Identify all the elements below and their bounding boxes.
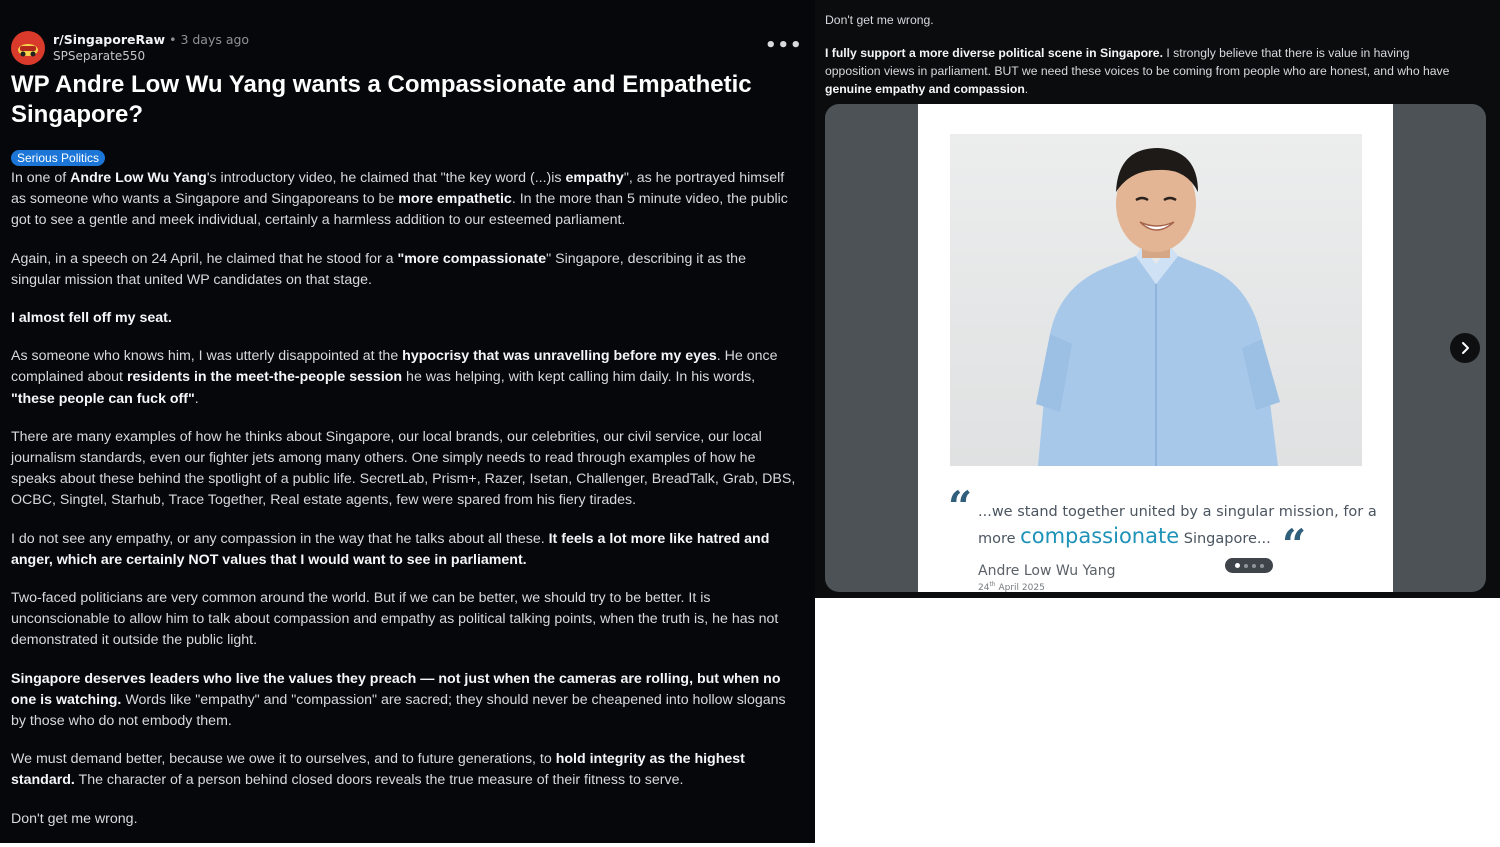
text: .	[1024, 82, 1029, 96]
quote-part: Singapore...	[1179, 531, 1271, 547]
text: The character of a person behind closed doors reveals the true measure of their fitness to serve.	[74, 772, 684, 789]
date-day: 24	[978, 583, 990, 592]
quote-date	[978, 581, 1045, 592]
bold-text: more empathetic	[398, 191, 512, 208]
post-author[interactable]: SPSeparate550	[53, 49, 146, 63]
blank-area	[815, 598, 1500, 843]
gallery-pagination[interactable]	[1225, 558, 1273, 573]
bold-text: "these people can fuck off"	[11, 390, 195, 407]
paragraph	[11, 588, 796, 652]
gallery-next-button[interactable]	[1450, 333, 1480, 363]
paragraph	[11, 308, 796, 329]
text: Again, in a speech on 24 April, he claimed that he stood for a	[11, 250, 398, 267]
text: Words like "empathy" and "compassion" are sacred; they should never be cheapened into hollow slogans by those who do not embody them.	[11, 691, 786, 730]
bold-text: hold integrity as the highest standard.	[11, 751, 745, 789]
paragraph	[11, 168, 796, 232]
bold-text: Andre Low Wu Yang	[70, 170, 207, 186]
text: I strongly believe that there is value in having opposition views in parliament. BUT we need these voices to be coming from people who are honest, and who have	[825, 46, 1450, 78]
paragraph	[11, 346, 796, 410]
paragraph	[11, 749, 796, 791]
text: In one of	[11, 170, 71, 186]
paragraph	[11, 249, 796, 291]
page-dot[interactable]	[1252, 564, 1256, 568]
post-body	[11, 168, 796, 847]
portrait-photo	[950, 134, 1362, 466]
continuation-line: Don't get me wrong.	[825, 13, 934, 27]
bold-text: I fully support a more diverse political scene in Singapore.	[825, 46, 1163, 60]
text: We must demand better, because we owe it to ourselves, and to future generations, to	[11, 751, 556, 768]
text: he was helping, with kept calling him daily. In his words,	[402, 369, 756, 386]
paragraph	[11, 669, 796, 733]
person-portrait-icon	[950, 134, 1362, 466]
bold-text: It feels a lot more like hatred and anger, which are certainly NOT values that I would want to see in parliament.	[11, 530, 770, 568]
quote-part: ...we stand together united by a singular mission, for a more	[978, 504, 1377, 547]
paragraph	[11, 529, 796, 571]
page-dot[interactable]	[1260, 564, 1264, 568]
open-quote-icon: “	[948, 482, 973, 531]
date-suffix: th	[989, 581, 996, 588]
quote-highlight: compassionate	[1020, 524, 1180, 548]
date-rest: April 2025	[995, 583, 1045, 592]
paragraph	[11, 427, 796, 512]
subreddit-avatar[interactable]	[11, 31, 45, 65]
post-flair[interactable]: Serious Politics	[11, 150, 105, 166]
text: ", as he portrayed himself as someone who wants a Singapore and Singaporeans to be	[11, 170, 785, 208]
text: " Singapore, describing it as the singular mission that united WP candidates on that stage.	[11, 250, 746, 288]
text: . In the more than 5 minute video, the public got to see a gentle and meek individual, certainly a harmless addition to our esteemed parliament.	[11, 191, 788, 229]
bold-text: hypocrisy that was unravelling before my eyes	[402, 348, 717, 365]
subreddit-logo-icon	[15, 35, 41, 61]
more-options-button[interactable]: •••	[765, 35, 803, 56]
chevron-right-icon	[1458, 341, 1472, 355]
text: There are many examples of how he thinks about Singapore, our local brands, our celebrities, our civil service, our local journalism standards, even our fighter jets among many others. One simply needs to read through examples of how he speaks about these behind the spotlight of a public life. SecretLab, Prism+, Razer, Isetan, Challenger, BreadTalk, Grab, DBS, OCBC, Singtel, Starhub, Trace Together, Real estate agents, few were spared from his fiery tirades.	[11, 428, 796, 509]
page-dot[interactable]	[1235, 563, 1240, 568]
page-dot[interactable]	[1244, 564, 1248, 568]
close-quote-icon: “	[1282, 520, 1307, 569]
post-time: 3 days ago	[180, 32, 250, 47]
image-gallery[interactable]	[825, 104, 1486, 592]
post-title: WP Andre Low Wu Yang wants a Compassionate and Empathetic Singapore?	[11, 71, 752, 128]
subreddit-name[interactable]: r/SingaporeRaw	[53, 32, 166, 47]
bold-text: "more compassionate	[397, 250, 547, 267]
paragraph	[11, 809, 796, 830]
text: .	[194, 390, 199, 407]
text: Two-faced politicians are very common around the world. But if we can be better, we should try to be better. It is unconscionable to allow him to talk about compassion and empathy as political talking points, when the truth is, he has not demonstrated it outside the public light.	[11, 590, 779, 649]
text: As someone who knows him, I was utterly disappointed at the	[11, 348, 403, 365]
bold-text: Singapore deserves leaders who live the values they preach — not just when the cameras are rolling, but when no one is watching.	[11, 670, 781, 708]
meta-separator: •	[169, 32, 177, 47]
gallery-image	[918, 104, 1393, 592]
bold-text: genuine empathy and compassion	[825, 82, 1025, 96]
text: Don't get me wrong.	[11, 810, 138, 827]
continuation-paragraph	[825, 44, 1465, 98]
bold-text: residents in the meet-the-people session	[126, 369, 403, 386]
bold-text: empathy	[565, 170, 624, 186]
bold-text: I almost fell off my seat.	[11, 310, 172, 327]
text: . He once complained about	[11, 348, 778, 386]
post-meta	[53, 32, 249, 47]
text: I do not see any empathy, or any compassion in the way that he talks about all these.	[11, 530, 549, 547]
text: 's introductory video, he claimed that "the key word (...)is	[206, 170, 566, 186]
quote-text	[978, 500, 1378, 551]
quote-author: Andre Low Wu Yang	[978, 563, 1116, 579]
